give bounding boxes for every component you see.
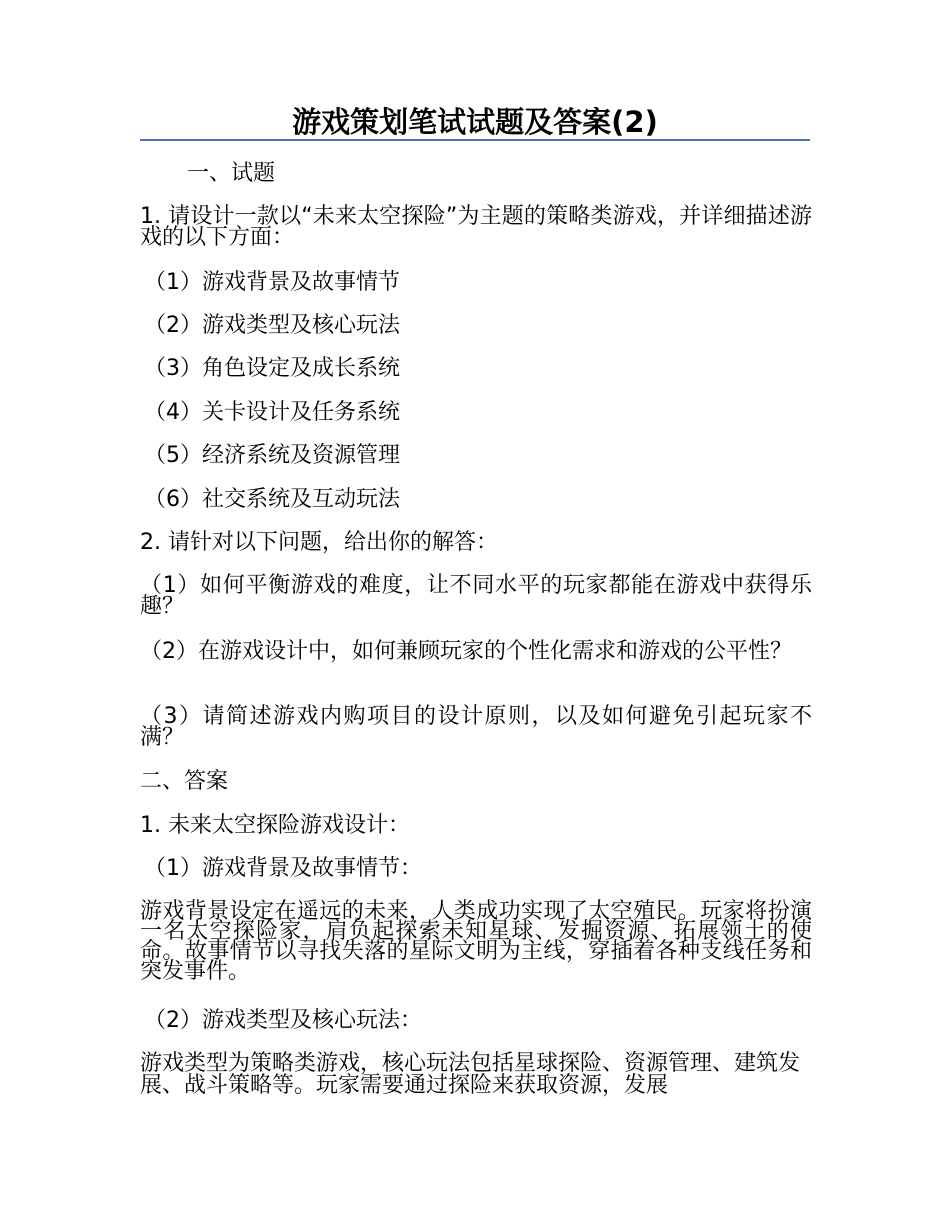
question-2-intro: 2. 请针对以下问题，给出你的解答：	[140, 530, 498, 555]
question-1-item: （3）角色设定及成长系统	[144, 356, 400, 381]
question-1-item: （6）社交系统及互动玩法	[144, 487, 400, 512]
question-1-intro: 1. 请设计一款以“未来太空探险”为主题的策略类游戏，并详细描述游戏的以下方面：	[140, 204, 812, 250]
answer-1-subheading: （2）游戏类型及核心玩法：	[144, 1008, 422, 1033]
section-heading-answers: 二、答案	[140, 769, 229, 794]
question-2-item: （1）如何平衡游戏的难度，让不同水平的玩家都能在游戏中获得乐趣？	[140, 573, 812, 619]
question-2-item: （2）在游戏设计中，如何兼顾玩家的个性化需求和游戏的公平性？	[140, 639, 792, 664]
answer-1-subheading: （1）游戏背景及故事情节：	[144, 856, 422, 881]
question-2-item: （3）请简述游戏内购项目的设计原则，以及如何避免引起玩家不满？	[140, 704, 812, 750]
question-1-item: （4）关卡设计及任务系统	[144, 400, 400, 425]
document-title: 游戏策划笔试试题及答案(2)	[292, 105, 658, 139]
answer-1-paragraph: 游戏背景设定在遥远的未来，人类成功实现了太空殖民。玩家将扮演一名太空探险家，肩负起探索未知星球、发掘资源、拓展领土的使命。故事情节以寻找失落的星际文明为主线，穿插着各种支线任务和突发事件。	[140, 899, 812, 984]
section-heading-questions: 一、试题	[187, 161, 276, 186]
title-underline	[140, 139, 810, 141]
answer-1-intro: 1. 未来太空探险游戏设计：	[140, 813, 410, 838]
question-1-item: （2）游戏类型及核心玩法	[144, 313, 400, 338]
question-1-item: （5）经济系统及资源管理	[144, 443, 400, 468]
question-1-item: （1）游戏背景及故事情节	[144, 270, 400, 295]
answer-1-paragraph: 游戏类型为策略类游戏，核心玩法包括星球探险、资源管理、建筑发展、战斗策略等。玩家需要通过探险来获取资源，发展	[140, 1051, 801, 1098]
